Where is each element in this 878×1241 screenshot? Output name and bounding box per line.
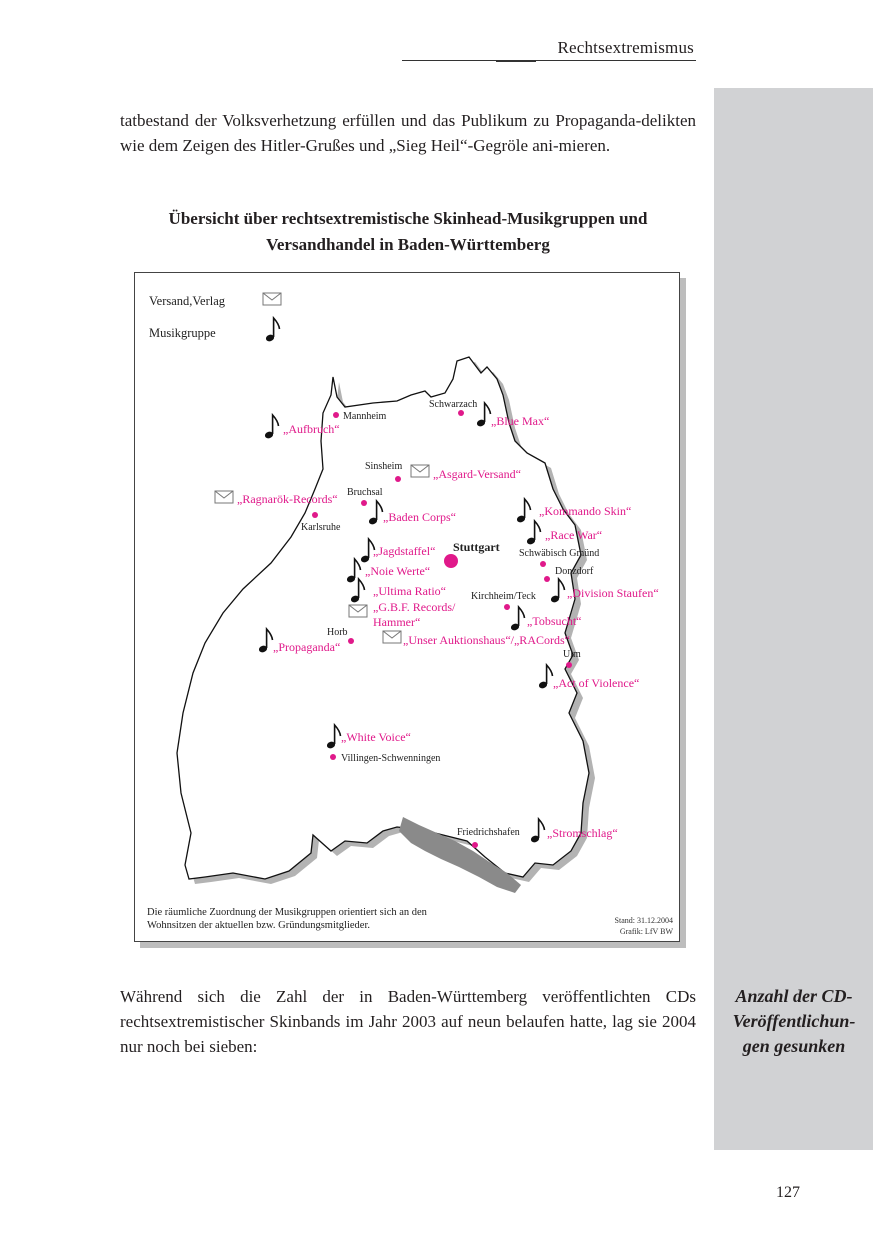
city-label-friedrichshafen: Friedrichshafen xyxy=(457,827,520,838)
city-dot-horb xyxy=(348,638,354,644)
city-dot-ulm xyxy=(566,662,572,668)
band-label-ragnaroek: „Ragnarök-Records“ xyxy=(237,492,338,506)
city-label-villingen: Villingen-Schwenningen xyxy=(341,753,441,764)
paragraph-1: tatbestand der Volksverhetzung erfüllen und das Publikum zu Propaganda-delikten wie dem Zeigen des Hitler-Grußes und „Sieg Heil“-Gegröle ani-mieren. xyxy=(120,111,696,155)
city-label-schwarzach: Schwarzach xyxy=(429,399,478,410)
city-dot-stuttgart xyxy=(444,554,458,568)
city-label-donzdorf: Donzdorf xyxy=(555,566,594,577)
band-label-act-of-violence: „Act of Violence“ xyxy=(553,676,640,690)
band-label-tobsucht: „Tobsucht“ xyxy=(527,614,582,628)
band-label-jagdstaffel: „Jagdstaffel“ xyxy=(373,544,436,558)
legend-mail-label: Versand,Verlag xyxy=(149,294,226,308)
city-dot-karlsruhe xyxy=(312,512,318,518)
city-label-ulm: Ulm xyxy=(563,649,581,660)
legend-mail-icon xyxy=(263,293,281,305)
band-label-asgard: „Asgard-Versand“ xyxy=(433,467,521,481)
city-dot-mannheim xyxy=(333,412,339,418)
figure-stand-date: Stand: 31.12.2004 xyxy=(614,916,673,925)
figure-footnote-line-2: Wohnsitzen der aktuellen bzw. Gründungsmitglieder. xyxy=(147,920,371,931)
band-label-aufbruch: „Aufbruch“ xyxy=(283,422,340,436)
figure-title xyxy=(120,206,696,258)
figure-title-line-2: Versandhandel in Baden-Württemberg xyxy=(266,235,550,254)
figure-grafik-credit: Grafik: LfV BW xyxy=(619,927,673,936)
band-label-blue-max: „Blue Max“ xyxy=(491,414,550,428)
city-dot-friedrichshafen xyxy=(472,842,478,848)
city-label-sinsheim: Sinsheim xyxy=(365,461,403,472)
city-dot-donzdorf xyxy=(544,576,550,582)
margin-note: Anzahl der CD-Veröffentlichun-gen gesunken xyxy=(732,986,856,1056)
legend-music-label: Musikgruppe xyxy=(149,326,216,340)
band-label-division-staufen: „Division Staufen“ xyxy=(567,586,659,600)
running-head xyxy=(402,38,696,61)
city-label-bruchsal: Bruchsal xyxy=(347,487,383,498)
page-number: 127 xyxy=(776,1184,800,1201)
band-label-baden-corps: „Baden Corps“ xyxy=(383,510,456,524)
city-dot-bruchsal xyxy=(361,500,367,506)
music-note-icon-aufbruch xyxy=(264,415,279,439)
figure-footnote-line-1: Die räumliche Zuordnung der Musikgruppen orientiert sich an den xyxy=(147,907,427,918)
city-label-kirchheim: Kirchheim/Teck xyxy=(471,591,536,602)
map-svg xyxy=(135,273,679,941)
mail-icon-asgard xyxy=(411,465,429,477)
band-label-gbf-2: Hammer“ xyxy=(373,615,421,629)
city-label-mannheim: Mannheim xyxy=(343,411,387,422)
city-dot-villingen xyxy=(330,754,336,760)
band-label-noie-werte: „Noie Werte“ xyxy=(365,564,431,578)
mail-icon-unser-auktionshaus xyxy=(383,631,401,643)
band-label-race-war: „Race War“ xyxy=(545,528,603,542)
city-label-stuttgart: Stuttgart xyxy=(453,540,500,554)
band-label-stromschlag: „Stromschlag“ xyxy=(547,826,618,840)
city-dot-sinsheim xyxy=(395,476,401,482)
paragraph-2: Während sich die Zahl der in Baden-Württemberg veröffentlichten CDs rechtsextremistischer Skinbands im Jahr 2003 auf neun belaufen hatte, lag sie 2004 nur noch bei sieben: xyxy=(120,987,696,1056)
mail-icon-ragnaroek xyxy=(215,491,233,503)
running-head-rule xyxy=(496,61,536,62)
band-label-white-voice: „White Voice“ xyxy=(341,730,411,744)
city-label-karlsruhe: Karlsruhe xyxy=(301,522,341,533)
band-label-ultima-ratio: „Ultima Ratio“ xyxy=(373,584,446,598)
mail-icon-gbf xyxy=(349,605,367,617)
band-label-propaganda: „Propaganda“ xyxy=(273,640,341,654)
city-label-horb: Horb xyxy=(327,627,348,638)
figure-title-line-1: Übersicht über rechtsextremistische Skinhead-Musikgruppen und xyxy=(168,209,648,228)
city-label-schwaebisch-gmuend: Schwäbisch Gmünd xyxy=(519,548,600,559)
band-label-unser-auktionshaus: „Unser Auktionshaus“/„RACords“ xyxy=(403,633,570,647)
city-dot-kirchheim xyxy=(504,604,510,610)
band-label-kommando-skin: „Kommando Skin“ xyxy=(539,504,632,518)
city-dot-schwarzach xyxy=(458,410,464,416)
band-label-gbf-1: „G.B.F. Records/ xyxy=(373,600,456,614)
city-dot-schwaebisch-gmuend xyxy=(540,561,546,567)
legend-music-note-icon xyxy=(265,318,280,342)
map-figure xyxy=(134,272,680,942)
running-head-title: Rechtsextremismus xyxy=(557,38,694,57)
